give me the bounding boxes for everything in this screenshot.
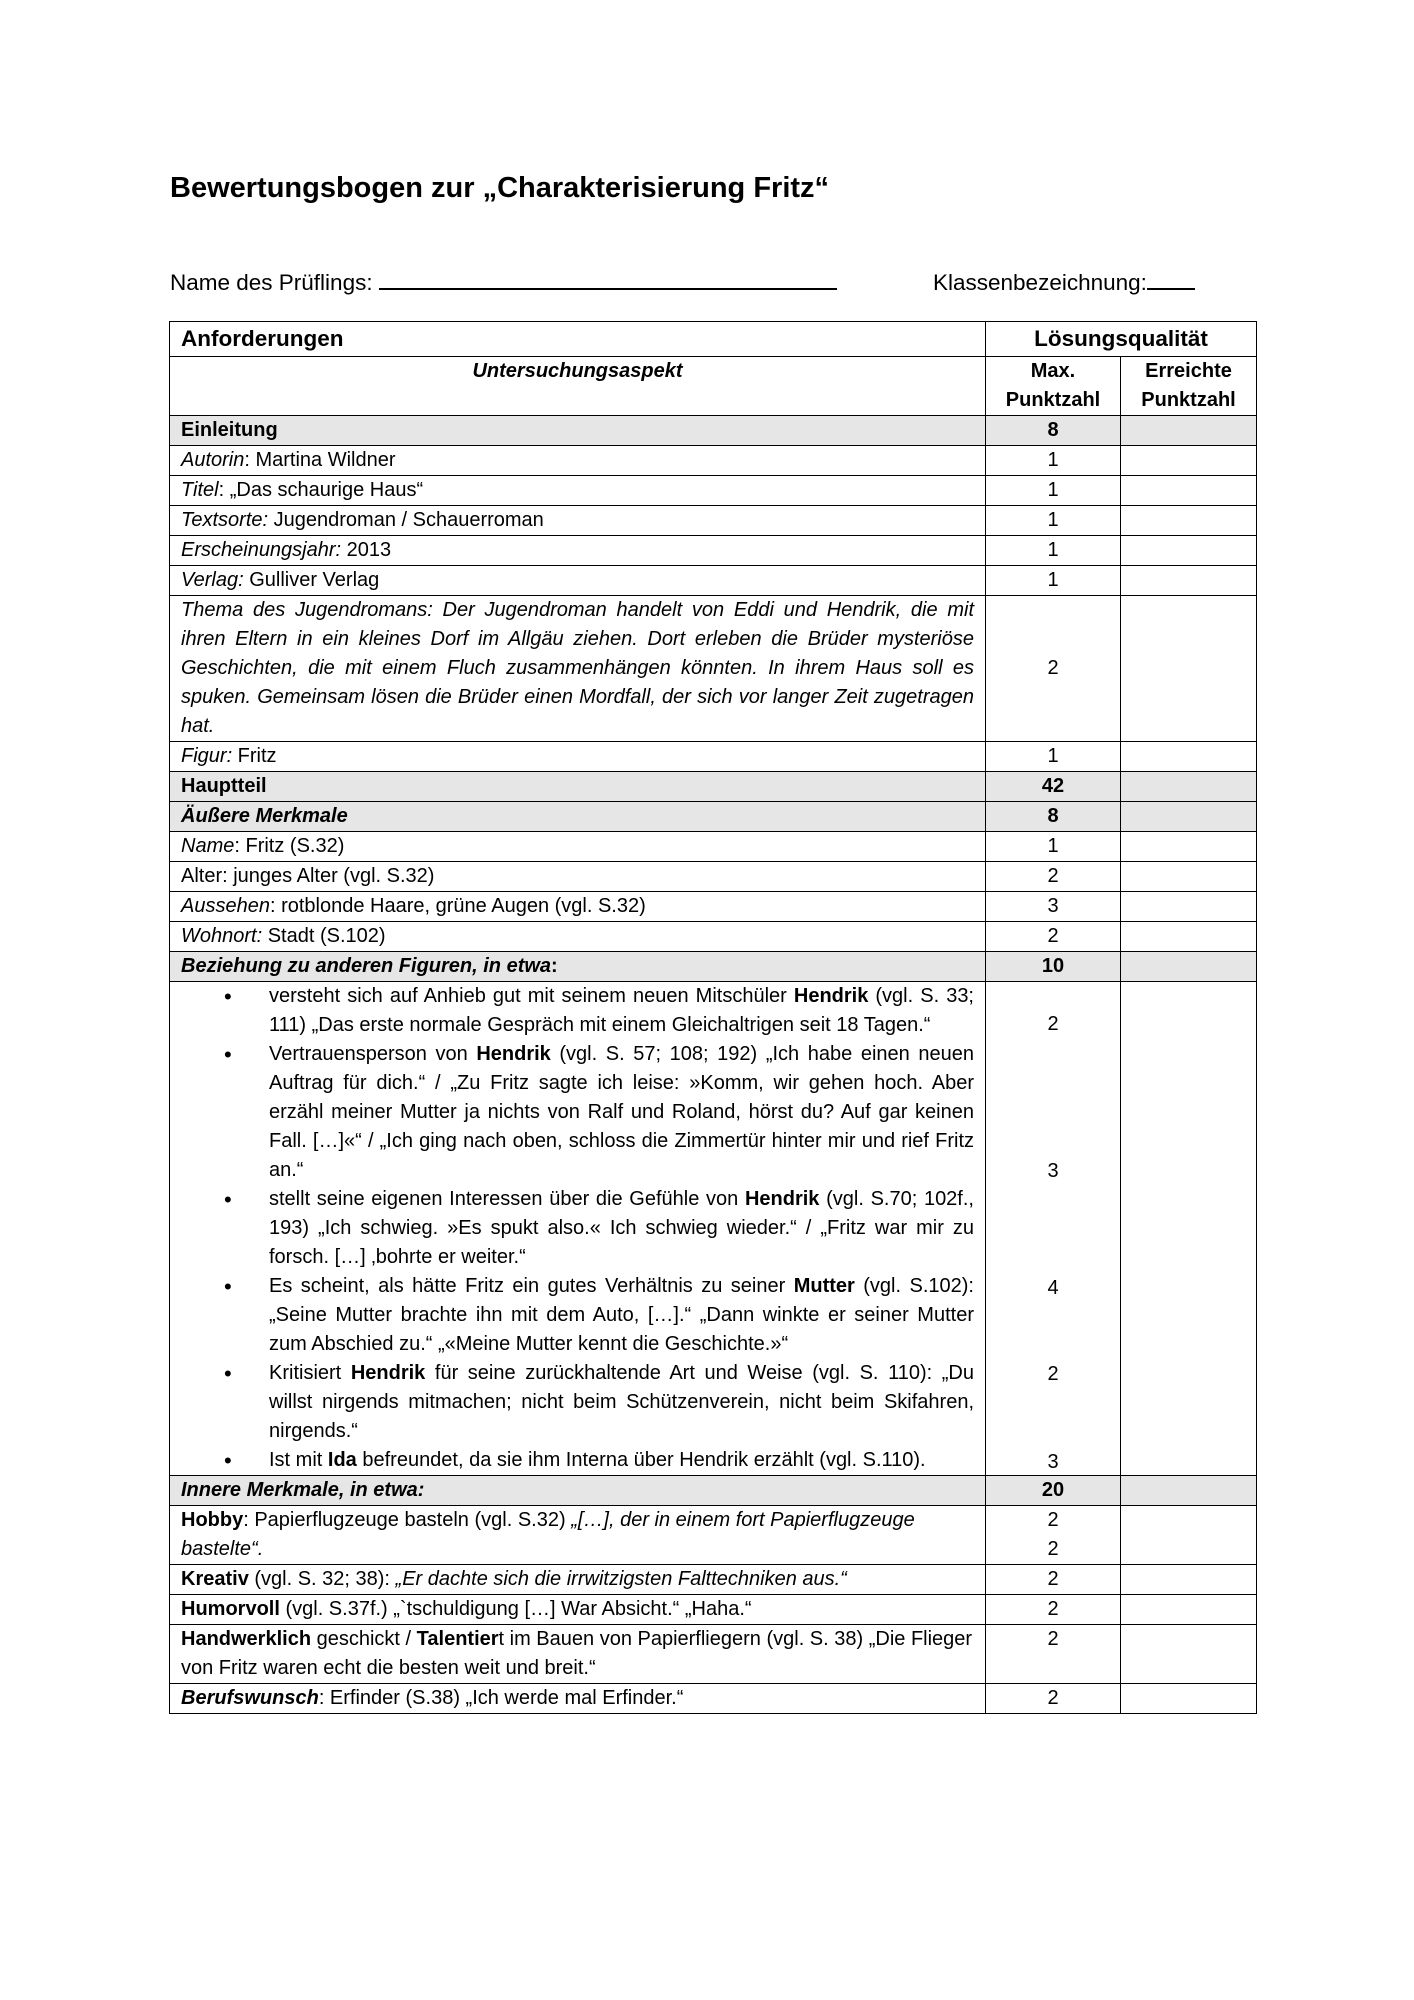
grading-table — [169, 321, 1257, 1714]
table-header-row — [170, 322, 1257, 357]
section-label: Innere Merkmale, in etwa: — [170, 1476, 986, 1506]
criterion-label: Titel — [181, 479, 219, 501]
achieved-points-cell[interactable] — [1121, 536, 1257, 566]
criterion-label: Name — [181, 835, 235, 857]
criterion-label: Textsorte: — [181, 509, 269, 531]
criterion-label: Berufswunsch — [181, 1687, 319, 1709]
criterion-label: Kreativ — [181, 1568, 249, 1590]
class-name-field[interactable] — [1147, 270, 1195, 290]
max-points: 1 — [986, 506, 1121, 536]
max-points: 2 — [986, 862, 1121, 892]
criterion-text: Jugendroman / Schauerroman — [268, 509, 544, 531]
max-points: 1 — [986, 476, 1121, 506]
criterion-text: (vgl. S. 32; 38): — [248, 1568, 396, 1590]
examinee-name-field[interactable] — [379, 270, 837, 290]
aspect-header: Untersuchungsaspekt — [170, 357, 986, 416]
criterion-label: Autorin — [181, 449, 245, 471]
achieved-points-cell[interactable] — [1121, 892, 1257, 922]
section-row — [170, 952, 1257, 982]
max-points: 2 — [986, 1506, 1121, 1565]
class-name-line — [933, 270, 1195, 296]
max-points: 1 — [986, 566, 1121, 596]
section-points: 8 — [986, 802, 1121, 832]
criterion-text: : Erfinder (S.38) „Ich werde mal Erfinder.“ — [318, 1687, 684, 1709]
table-row — [170, 982, 1257, 1476]
list-item: • Ist mit Ida befreundet, da sie ihm Interna über Hendrik erzählt (vgl. S.110). — [269, 1446, 974, 1475]
criterion-label: Handwerklich — [181, 1628, 312, 1650]
relationship-list — [181, 982, 974, 1475]
criterion-text: (vgl. S.37f.) „`tschuldigung […] War Absicht.“ „Haha.“ — [279, 1598, 752, 1620]
criterion-text: Fritz — [232, 745, 277, 767]
achieved-points-cell[interactable] — [1121, 476, 1257, 506]
table-row — [170, 742, 1257, 772]
max-points: 2 — [986, 1565, 1121, 1595]
list-item: • Vertrauensperson von Hendrik (vgl. S. 57; 108; 192) „Ich habe einen neuen Auftrag für dich.“ / „Zu Fritz sagte ich leise: »Komm, wir gehen hoch. Aber erzähl meiner Mutter ja nichts von Ralf und Roland, hörst du? Auf gar keinen Fall. […]«“ / „Ich ging nach oben, schloss die Zimmertür hinter mir und rief Fritz an.“ — [269, 1040, 974, 1185]
table-row — [170, 536, 1257, 566]
achieved-points-cell[interactable] — [1121, 802, 1257, 832]
achieved-points-cell[interactable] — [1121, 446, 1257, 476]
table-row — [170, 922, 1257, 952]
achieved-points-cell[interactable] — [1121, 772, 1257, 802]
table-row — [170, 892, 1257, 922]
table-row — [170, 566, 1257, 596]
achieved-points-cell[interactable] — [1121, 1565, 1257, 1595]
section-label: Äußere Merkmale — [170, 802, 986, 832]
table-row — [170, 862, 1257, 892]
max-points: 2 — [986, 1595, 1121, 1625]
criterion-label: Figur: — [181, 745, 233, 767]
list-item: • stellt seine eigenen Interessen über die Gefühle von Hendrik (vgl. S.70; 102f., 193) „Ich schwieg. »Es spukt also.« Ich schwieg wieder.“ / „Fritz war mir zu forsch. […] ‚bohrte er weiter.“ — [269, 1185, 974, 1272]
achieved-points-cell[interactable] — [1121, 1684, 1257, 1714]
max-points: 1 — [986, 742, 1121, 772]
max-points: 3 — [1047, 1451, 1059, 1473]
section-label: Hauptteil — [170, 772, 986, 802]
max-points: 2 — [986, 1684, 1121, 1714]
criterion-text: : Papierflugzeuge basteln (vgl. S.32) — [243, 1509, 572, 1531]
criterion-label: Aussehen — [181, 895, 270, 917]
max-points: 2 — [986, 596, 1121, 742]
examinee-name-line — [170, 270, 837, 296]
table-row — [170, 832, 1257, 862]
section-points: 42 — [986, 772, 1121, 802]
criterion-label: Hobby — [181, 1509, 244, 1531]
class-name-label: Klassenbezeichnung: — [933, 270, 1147, 295]
criterion-text: : rotblonde Haare, grüne Augen (vgl. S.32) — [269, 895, 646, 917]
max-points: 2 — [1047, 1013, 1059, 1035]
max-points-header: Max. Punktzahl — [986, 357, 1121, 416]
theme-text: Thema des Jugendromans: Der Jugendroman handelt von Eddi und Hendrik, die mit ihren Eltern in ein kleines Dorf im Allgäu ziehen. Dort erleben die Brüder mysteriöse Geschichten, die mit einem Fluch zusammenhängen könnten. In ihrem Haus soll es spuken. Gemeinsam lösen die Brüder einen Mordfall, der sich vor langer Zeit zugetragen hat. — [181, 599, 974, 737]
achieved-points-cell[interactable] — [1121, 922, 1257, 952]
achieved-points-header: Erreichte Punktzahl — [1121, 357, 1257, 416]
criterion-text: geschickt / — [311, 1628, 417, 1650]
achieved-points-cell[interactable] — [1121, 982, 1257, 1476]
list-item: • Es scheint, als hätte Fritz ein gutes Verhältnis zu seiner Mutter (vgl. S.102): „Seine Mutter brachte ihn mit dem Auto, […].“ „Dann winkte er seiner Mutter zum Abschied zu.“ „«Meine Mutter kennt die Geschichte.»“ — [269, 1272, 974, 1359]
table-row — [170, 1595, 1257, 1625]
max-points: 2 — [1047, 1538, 1059, 1560]
max-points: 2 — [1047, 1363, 1059, 1385]
max-points: 2 — [986, 1625, 1121, 1684]
criterion-quote: „[…], der in einem fort Papierflugzeuge bastelte“. — [181, 1509, 915, 1560]
achieved-points-cell[interactable] — [1121, 832, 1257, 862]
list-item: • versteht sich auf Anhieb gut mit seinem neuen Mitschüler Hendrik (vgl. S. 33; 111) „Das erste normale Gespräch mit einem Gleichaltrigen seit 18 Tagen.“ — [269, 982, 974, 1040]
max-points: 3 — [1047, 1160, 1059, 1182]
section-points: 10 — [986, 952, 1121, 982]
achieved-points-cell[interactable] — [1121, 742, 1257, 772]
section-row — [170, 802, 1257, 832]
criterion-text: Alter: junges Alter (vgl. S.32) — [181, 865, 435, 887]
quality-header: Lösungsqualität — [986, 322, 1257, 357]
table-row — [170, 1684, 1257, 1714]
criterion-label: Wohnort: — [181, 925, 263, 947]
max-points: 4 — [1047, 1277, 1059, 1299]
table-row — [170, 1625, 1257, 1684]
table-row — [170, 506, 1257, 536]
page-title: Bewertungsbogen zur „Charakterisierung Fritz“ — [170, 172, 830, 204]
achieved-points-cell[interactable] — [1121, 506, 1257, 536]
criterion-label: Verlag: — [181, 569, 244, 591]
criterion-label: Talentier — [416, 1628, 499, 1650]
section-points: 20 — [986, 1476, 1121, 1506]
section-row — [170, 416, 1257, 446]
criterion-text: Stadt (S.102) — [262, 925, 386, 947]
achieved-points-cell[interactable] — [1121, 1476, 1257, 1506]
achieved-points-cell[interactable] — [1121, 566, 1257, 596]
criterion-text: t im Bauen von Papierfliegern (vgl. S. 38) „Die Flieger von Fritz waren echt die besten weit und breit.“ — [181, 1628, 973, 1679]
criterion-text: Gulliver Verlag — [243, 569, 380, 591]
achieved-points-cell[interactable] — [1121, 416, 1257, 446]
criterion-text: 2013 — [341, 539, 392, 561]
criterion-label: Erscheinungsjahr: — [181, 539, 342, 561]
table-row — [170, 596, 1257, 742]
criterion-text: : Fritz (S.32) — [234, 835, 345, 857]
max-points: 1 — [986, 446, 1121, 476]
achieved-points-cell[interactable] — [1121, 1625, 1257, 1684]
max-points: 1 — [986, 832, 1121, 862]
criterion-label: Humorvoll — [181, 1598, 280, 1620]
criterion-text: : Martina Wildner — [244, 449, 396, 471]
section-label: Einleitung — [170, 416, 986, 446]
requirements-header: Anforderungen — [170, 322, 986, 357]
table-subheader-row — [170, 357, 1257, 416]
table-row — [170, 476, 1257, 506]
list-item: • Kritisiert Hendrik für seine zurückhaltende Art und Weise (vgl. S. 110): „Du willst nirgends mitmachen; nicht beim Schützenverein, nicht beim Skifahren, nirgends.“ — [269, 1359, 974, 1446]
section-row — [170, 772, 1257, 802]
max-points: 2 — [986, 922, 1121, 952]
criterion-text: : „Das schaurige Haus“ — [218, 479, 424, 501]
section-label-colon: : — [551, 955, 558, 977]
criterion-quote: „Er dachte sich die irrwitzigsten Falttechniken aus.“ — [395, 1568, 847, 1590]
examinee-name-label: Name des Prüflings: — [170, 270, 373, 295]
section-label: Beziehung zu anderen Figuren, in etwa — [181, 955, 552, 977]
table-row — [170, 1565, 1257, 1595]
section-points: 8 — [986, 416, 1121, 446]
max-points: 1 — [986, 536, 1121, 566]
achieved-points-cell[interactable] — [1121, 862, 1257, 892]
section-row — [170, 1476, 1257, 1506]
achieved-points-cell[interactable] — [1121, 1506, 1257, 1565]
achieved-points-cell[interactable] — [1121, 596, 1257, 742]
achieved-points-cell[interactable] — [1121, 952, 1257, 982]
max-points: 3 — [986, 892, 1121, 922]
table-row — [170, 446, 1257, 476]
achieved-points-cell[interactable] — [1121, 1595, 1257, 1625]
